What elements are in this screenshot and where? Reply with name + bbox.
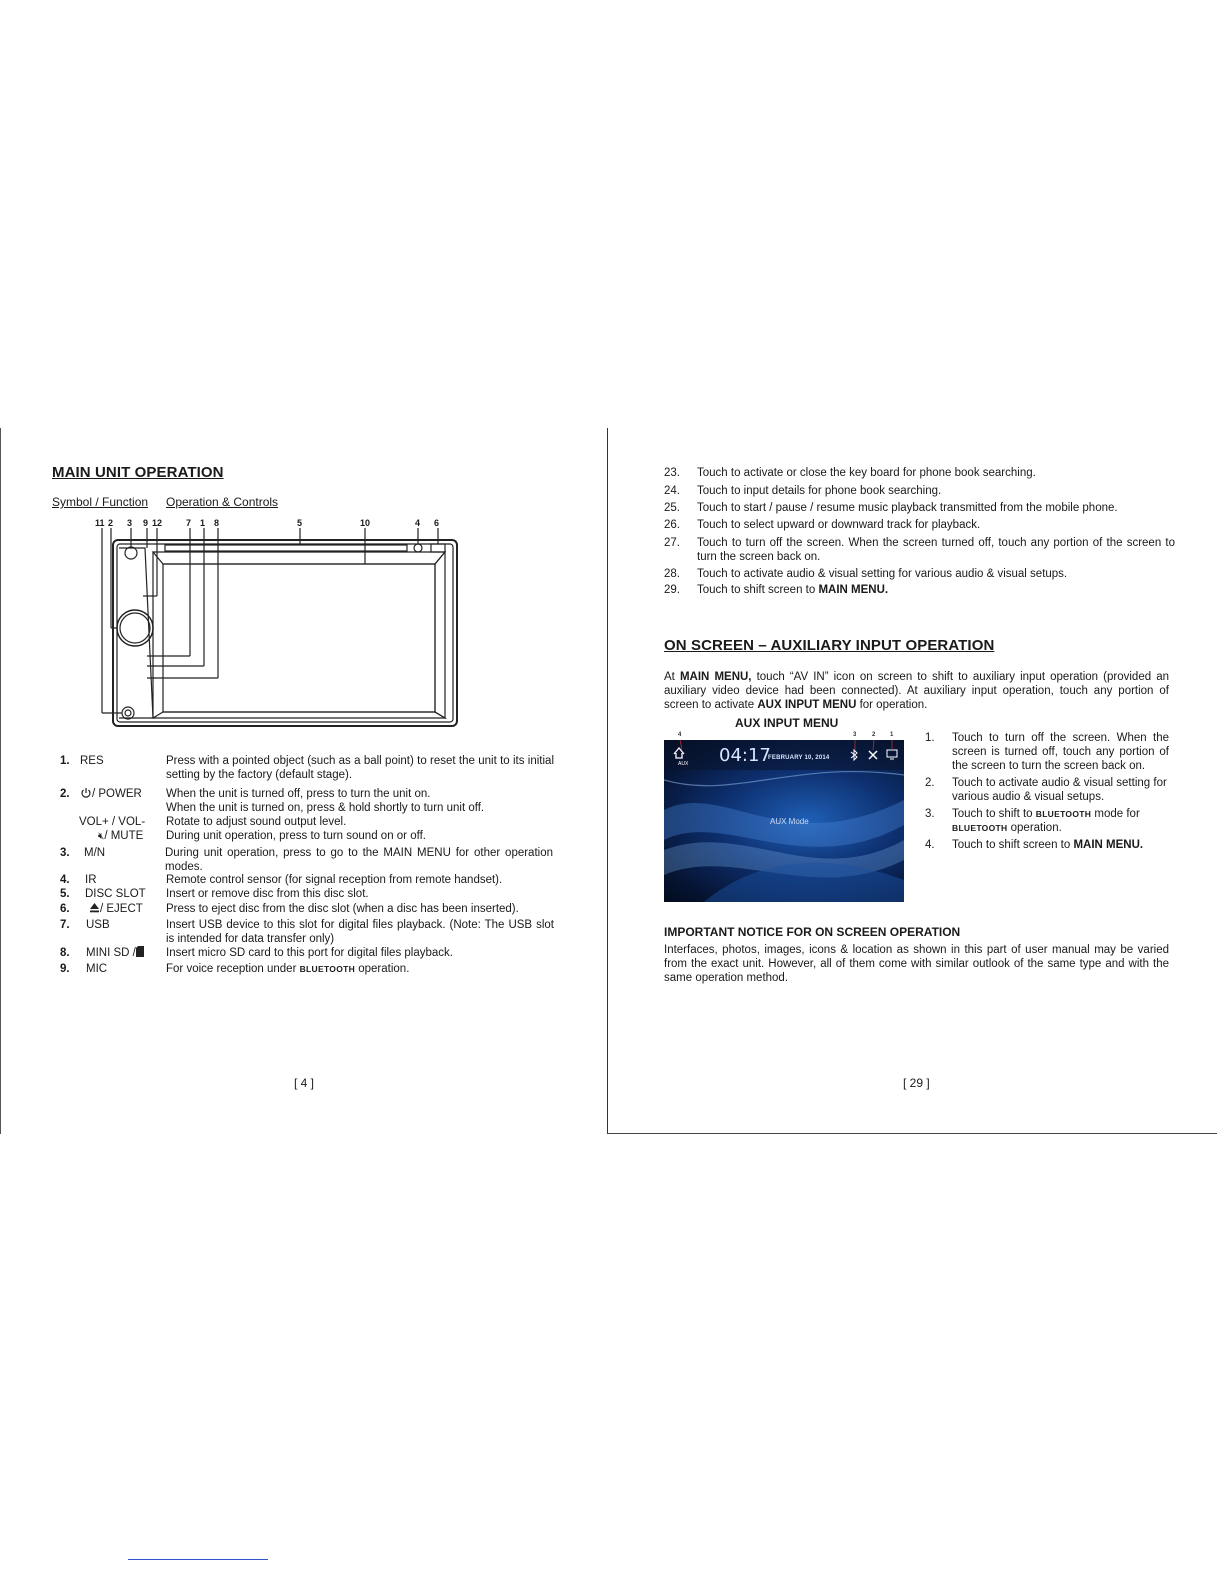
spec-desc <box>166 962 554 976</box>
screen-callout-lines <box>664 736 904 758</box>
intro-bold-aux-menu: AUX INPUT MENU <box>757 699 857 711</box>
spec-num: 9. <box>60 963 70 975</box>
callout-6: 6 <box>434 518 440 528</box>
notice-title: IMPORTANT NOTICE FOR ON SCREEN OPERATION <box>664 925 961 939</box>
list-num: 28. <box>664 568 680 580</box>
callout-11: 11 <box>95 518 105 528</box>
spec-desc-text: For voice reception under <box>166 963 297 975</box>
aux-screen-image <box>664 740 904 902</box>
list-text-plain: Touch to shift screen to <box>952 839 1071 851</box>
spec-name <box>86 946 176 960</box>
intro-text: At <box>664 671 675 683</box>
spec-desc: Press with a pointed object (such as a ball point) to reset the unit to its initial setting by the factory (default stage). <box>166 755 554 781</box>
spec-name: M/N <box>84 847 106 859</box>
mute-icon: 🔇︎ <box>98 831 105 842</box>
list-text: Touch to input details for phone book searching. <box>697 485 942 497</box>
screen-callout-2: 2 <box>872 732 876 738</box>
list-text-plain: Touch to shift to <box>952 808 1033 820</box>
callout-5: 5 <box>297 518 303 528</box>
spec-desc: Remote control sensor (for signal reception from remote handset). <box>166 874 503 886</box>
spec-name-text: / EJECT <box>100 903 143 915</box>
list-text: Touch to turn off the screen. When the screen is turned off, touch any portion of the screen to turn the screen back on. <box>952 732 1169 772</box>
spec-desc: During unit operation, press to turn sound on or off. <box>166 830 426 842</box>
list-text-plain: operation. <box>1010 822 1062 834</box>
spec-desc: Press to eject disc from the disc slot (when a disc has been inserted). <box>166 903 519 915</box>
list-text: Touch to activate or close the key board for phone book searching. <box>697 467 1036 479</box>
list-num: 29. <box>664 584 680 596</box>
spec-name: IR <box>85 874 97 886</box>
list-num: 23. <box>664 467 680 479</box>
list-num: 1. <box>925 732 935 744</box>
list-text-plain: Touch to shift screen to <box>697 584 816 596</box>
aux-date: FEBRUARY 10, 2014 <box>768 755 830 761</box>
list-num: 3. <box>925 808 935 820</box>
intro-text: for operation. <box>856 699 928 711</box>
bluetooth-label: BLUETOOTH <box>299 964 356 974</box>
head-unit-diagram <box>95 528 465 730</box>
aux-mode-text: AUX Mode <box>770 817 809 826</box>
list-num: 2. <box>925 777 935 789</box>
spec-num: 5. <box>60 888 70 900</box>
spec-name: USB <box>86 919 110 931</box>
footer-link-line <box>128 1559 268 1560</box>
eject-icon <box>89 902 100 913</box>
callout-1: 1 <box>200 518 206 528</box>
spec-num: 6. <box>60 903 70 915</box>
intro-bold-main-menu: MAIN MENU, <box>679 671 752 683</box>
list-num: 24. <box>664 485 680 497</box>
list-text: Touch to activate audio & visual setting for various audio & visual setups. <box>697 568 1068 580</box>
page-edge <box>0 428 1 1134</box>
main-menu-bold: MAIN MENU. <box>1073 839 1144 851</box>
spec-name-text: MINI SD / <box>86 947 136 959</box>
spec-num: 3. <box>60 847 70 859</box>
screen-callout-3: 3 <box>853 732 857 738</box>
screen-callout-1: 1 <box>890 732 894 738</box>
callout-8: 8 <box>214 518 220 528</box>
callout-4: 4 <box>415 518 421 528</box>
spec-desc: Insert USB device to this slot for digital files playback. (Note: The USB slot is intended for data transfer only) <box>166 919 554 945</box>
operation-controls-header: Operation & Controls <box>166 495 279 509</box>
spec-desc: Insert or remove disc from this disc slot. <box>166 888 369 900</box>
list-text-plain: mode for <box>1094 808 1140 820</box>
aux-source-label: AUX <box>678 761 689 767</box>
list-num: 26. <box>664 519 680 531</box>
spec-num: 7. <box>60 919 70 931</box>
list-num: 4. <box>925 839 935 851</box>
intro-text: touch “AV IN” icon on screen to shift to auxiliary input operation (provided an auxiliary video device had been connected). At auxiliary input operation, touch any portion of screen to activate <box>664 671 1169 711</box>
callout-2: 2 <box>108 518 114 528</box>
spec-name: DISC SLOT <box>85 888 146 900</box>
spec-desc: Insert micro SD card to this port for digital files playback. <box>166 947 453 959</box>
spec-num: 4. <box>60 874 70 886</box>
spec-num: 1. <box>60 755 70 767</box>
spec-name <box>80 787 170 801</box>
callout-7: 7 <box>186 518 192 528</box>
spec-desc: When the unit is turned on, press & hold shortly to turn unit off. <box>166 802 485 814</box>
page-spine <box>607 428 608 1134</box>
main-unit-title: MAIN UNIT OPERATION <box>52 464 224 481</box>
notice-text: Interfaces, photos, images, icons & location as shown in this part of user manual may be varied from the exact unit. However, all of them come with similar outlook of the same type and with the same operation method. <box>664 944 1169 984</box>
list-text: Touch to select upward or downward track for playback. <box>697 519 981 531</box>
aux-menu-title: AUX INPUT MENU <box>735 716 839 730</box>
spec-name: RES <box>80 755 104 767</box>
page-number-left: [ 4 ] <box>294 1076 315 1090</box>
spec-name-text: / MUTE <box>104 830 144 842</box>
spec-num: 8. <box>60 947 70 959</box>
spec-name-text: / POWER <box>92 788 142 800</box>
spec-desc-text: operation. <box>358 963 410 975</box>
list-text <box>697 583 1175 597</box>
spec-desc: When the unit is turned off, press to turn the unit on. <box>166 788 431 800</box>
aux-clock: 04:17 <box>719 745 771 766</box>
bluetooth-label: BLUETOOTH <box>952 823 1008 833</box>
aux-section-title: ON SCREEN – AUXILIARY INPUT OPERATION <box>664 637 995 654</box>
list-num: 25. <box>664 502 680 514</box>
page-number-right: [ 29 ] <box>903 1076 930 1090</box>
bluetooth-label: BLUETOOTH <box>1035 809 1092 819</box>
list-text: Touch to activate audio & visual setting for various audio & visual setups. <box>952 777 1167 803</box>
callout-9: 9 <box>143 518 149 528</box>
list-num: 27. <box>664 537 680 549</box>
power-icon <box>80 787 92 799</box>
list-text <box>952 807 1169 835</box>
spec-name: VOL+ / VOL- <box>79 816 146 828</box>
callout-3: 3 <box>127 518 133 528</box>
callout-10: 10 <box>360 518 371 528</box>
list-text <box>952 838 1169 852</box>
sd-card-icon <box>136 946 144 957</box>
page-bottom-rule <box>607 1133 1217 1134</box>
spec-name: MIC <box>86 963 108 975</box>
spec-num: 2. <box>60 788 70 800</box>
list-text: Touch to start / pause / resume music playback transmitted from the mobile phone. <box>697 502 1118 514</box>
spec-desc: During unit operation, press to go to the MAIN MENU for other operation modes. <box>165 847 553 873</box>
aux-intro-paragraph <box>664 670 1169 712</box>
callout-12: 12 <box>152 518 163 528</box>
spec-desc: Rotate to adjust sound output level. <box>166 816 347 828</box>
list-text: Touch to turn off the screen. When the screen turned off, touch any portion of the screen to turn the screen back on. <box>697 537 1175 563</box>
screen-callout-4: 4 <box>678 732 682 738</box>
main-menu-bold: MAIN MENU. <box>818 584 889 596</box>
symbol-function-header: Symbol / Function <box>52 495 149 509</box>
